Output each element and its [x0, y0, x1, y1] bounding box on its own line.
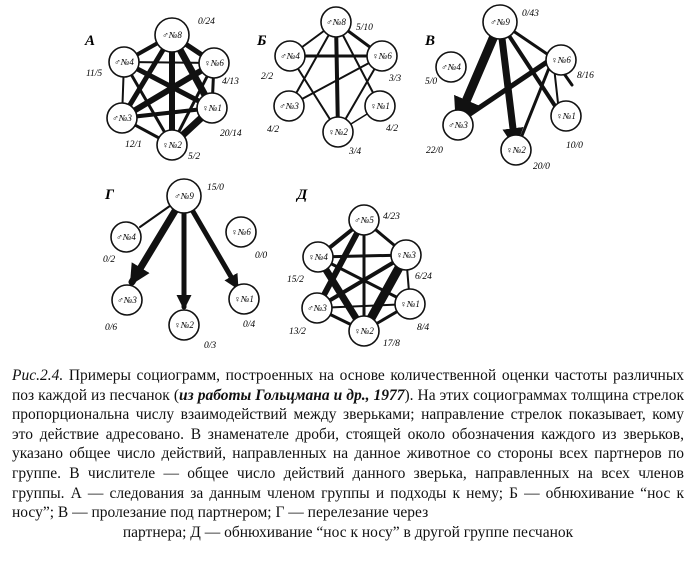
node: [546, 45, 594, 81]
node-label: ♀№6: [204, 58, 224, 68]
node: [167, 179, 224, 213]
caption-last-line: партнера; Д — обнюхивание “нос к носу” в другой группе песчанок: [122, 523, 574, 541]
node-label: ♀№1: [370, 101, 390, 111]
node-count: 5/10: [356, 23, 373, 33]
panel-letter: Б: [257, 33, 267, 49]
node: [169, 310, 216, 351]
panel-v: [424, 5, 594, 172]
node-label: ♀№1: [234, 294, 254, 304]
node: [483, 5, 539, 39]
figure-caption: [12, 366, 684, 542]
node-label: ♀№2: [174, 320, 194, 330]
node-count: 15/0: [207, 183, 224, 193]
node-count: 4/13: [222, 77, 239, 87]
node-label: ♀№6: [231, 227, 251, 237]
node-label: ♂№8: [326, 17, 346, 27]
node-label: ♀№2: [328, 127, 348, 137]
node-label: ♀№2: [354, 326, 374, 336]
node: [105, 285, 142, 333]
panel-a: [84, 17, 242, 162]
node-count: 22/0: [426, 146, 443, 156]
caption-label: Рис.2.4.: [12, 367, 64, 384]
node-count: 0/24: [198, 17, 215, 27]
node: [349, 316, 400, 349]
node-count: 3/3: [389, 74, 402, 84]
node-count: 5/0: [425, 77, 438, 87]
node: [287, 242, 333, 285]
node: [395, 289, 429, 333]
node-label: ♂№4: [441, 62, 461, 72]
node-count: 8/16: [577, 71, 594, 81]
node: [551, 101, 583, 151]
node-label: ♂№4: [114, 57, 134, 67]
node-label: ♂№8: [162, 30, 182, 40]
node-label: ♀№1: [202, 103, 222, 113]
node-label: ♂№3: [117, 295, 137, 305]
node: [229, 284, 259, 330]
panel-letter: А: [85, 33, 96, 49]
node-count: 8/4: [417, 323, 430, 333]
node-count: 17/8: [383, 339, 400, 349]
node: [349, 205, 400, 235]
node: [365, 91, 398, 134]
node-count: 20/0: [533, 162, 550, 172]
node: [323, 117, 361, 157]
node: [289, 293, 332, 337]
node-count: 0/2: [103, 255, 116, 265]
node: [103, 222, 141, 265]
node-label: ♂№9: [490, 17, 510, 27]
node-count: 6/24: [415, 272, 432, 282]
node-count: 4/23: [383, 212, 400, 222]
node: [501, 135, 550, 172]
node-label: ♂№3: [448, 120, 468, 130]
node-count: 0/6: [105, 323, 118, 333]
node-count: 11/5: [86, 69, 103, 79]
node-count: 15/2: [287, 275, 304, 285]
panel-letter: В: [425, 33, 436, 49]
node: [267, 91, 304, 135]
node-label: ♂№4: [280, 51, 300, 61]
panel-d: [287, 187, 432, 349]
node-label: ♂№5: [354, 215, 374, 225]
node-label: ♂№3: [112, 113, 132, 123]
node-count: 0/43: [522, 9, 539, 19]
panel-letter: Г: [105, 187, 115, 203]
node-count: 0/3: [204, 341, 217, 351]
node: [426, 110, 473, 156]
node-label: ♀№1: [556, 111, 576, 121]
node-count: 13/2: [289, 327, 306, 337]
node-label: ♀№6: [372, 51, 392, 61]
panel-b: [256, 7, 401, 157]
node-label: ♀№6: [551, 55, 571, 65]
node-count: 0/0: [255, 251, 268, 261]
node-count: 5/2: [188, 152, 201, 162]
panel-g: [103, 179, 267, 351]
node-count: 10/0: [566, 141, 583, 151]
node-count: 2/2: [261, 72, 274, 82]
node-label: ♀№2: [162, 140, 182, 150]
node: [226, 217, 267, 261]
node: [86, 47, 139, 79]
panel-letter: Д: [297, 187, 308, 203]
node-count: 12/1: [125, 140, 142, 150]
node-label: ♂№9: [174, 191, 194, 201]
node-label: ♂№3: [279, 101, 299, 111]
node-label: ♂№4: [116, 232, 136, 242]
caption-text: ). На этих социограммах толщина стрелок пропорциональна числу взаимодействий между зверьками; направление стрелок показывает, кому это действие адресовано. В знаменателе дроби, стоящей около обозначения каждого из зверьков, указано общее число действий, направленных на данное животное со стороны всех партнеров по группе. В числителе — общее число действий данного зверька, направленных на всех членов группы. А — следования за данным членом группы и подходы к нему; Б — обнюхивание “нос к носу”; В — пролезание под партнером; Г — перелезание через: [12, 386, 684, 522]
node-label: ♀№4: [308, 252, 328, 262]
edge: [336, 22, 338, 132]
caption-source: из работы Гольцмана и др., 1977: [179, 386, 405, 404]
node: [155, 17, 215, 52]
node-count: 0/4: [243, 320, 256, 330]
node-label: ♀№1: [400, 299, 420, 309]
node-count: 4/2: [386, 124, 399, 134]
node: [157, 130, 200, 162]
node-label: ♀№2: [506, 145, 526, 155]
node-count: 4/2: [267, 125, 280, 135]
node: [367, 41, 401, 84]
node-count: 20/14: [220, 129, 242, 139]
caption-text: Примеры социограмм, построенных на основе количественной оценки частоты различных поз каждой из песчанок (: [12, 367, 684, 404]
node-count: 3/4: [349, 147, 362, 157]
node: [197, 93, 242, 139]
node: [321, 7, 373, 37]
node-label: ♀№3: [396, 250, 416, 260]
node: [425, 52, 466, 87]
node-label: ♂№3: [307, 303, 327, 313]
node: [261, 41, 305, 82]
